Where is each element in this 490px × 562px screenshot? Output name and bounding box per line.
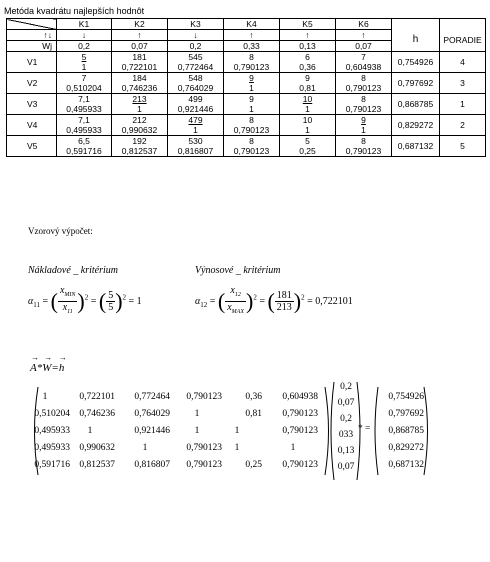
normalized-value: 1: [168, 125, 224, 136]
h-value: 0,797692: [392, 73, 440, 94]
raw-value: 7: [57, 73, 112, 84]
matrix-cell: 0,604938: [282, 392, 318, 402]
direction-arrow: ↓: [57, 30, 112, 41]
weight-value: 0,33: [224, 41, 280, 52]
rank-value: 5: [440, 136, 486, 157]
direction-arrow: ↑: [280, 30, 336, 41]
matrix-cell: 0,495933: [34, 443, 70, 453]
matrix-cell: 1: [142, 443, 148, 453]
result-vector-cell: 0,829272: [388, 443, 424, 453]
normalized-value: 1: [280, 104, 336, 115]
weight-vector-cell: 0,13: [337, 446, 355, 456]
criterion-header: K1: [57, 19, 112, 30]
rank-value: 1: [440, 94, 486, 115]
raw-value: 184: [112, 73, 168, 84]
normalized-value: 0,790123: [224, 146, 280, 157]
equals-sign: =: [365, 424, 371, 434]
raw-value: 7: [336, 52, 392, 63]
weight-vector-cell: 0,2: [340, 414, 352, 424]
normalized-value: 0,81: [280, 83, 336, 94]
normalized-value: 0,772464: [168, 62, 224, 73]
benefit-formula: $\alpha_{12}$ = ( $\frac{x_{12}}{x_{MAX}}$ )$^2$ = ( $\frac{181}{213}$ )$^2$ = 0,722101: [195, 285, 353, 315]
raw-value: 6,5: [57, 136, 112, 147]
raw-value: 8: [336, 73, 392, 84]
matrix-cell: 1: [234, 443, 240, 453]
matrix-cell: 0,764029: [134, 409, 170, 419]
matrix-cell: 0,921446: [134, 426, 170, 436]
matrix-cell: 1: [194, 426, 200, 436]
result-vector-cell: 0,868785: [388, 426, 424, 436]
matrix-cell: 0,746236: [79, 409, 115, 419]
result-vector-cell: 0,687132: [388, 460, 424, 470]
raw-value: 9: [336, 115, 392, 126]
page-title: Metóda kvadrátu najlepších hodnôt: [4, 6, 145, 16]
raw-value: 479: [168, 115, 224, 126]
variant-label: V5: [7, 136, 57, 157]
raw-value: 213: [112, 94, 168, 105]
normalized-value: 0,790123: [336, 83, 392, 94]
normalized-value: 0,604938: [336, 62, 392, 73]
raw-value: 8: [224, 52, 280, 63]
matrix-cell: 0,772464: [134, 392, 170, 402]
h-value: 0,687132: [392, 136, 440, 157]
direction-arrow: ↑: [224, 30, 280, 41]
raw-value: 545: [168, 52, 224, 63]
normalized-value: 0,36: [280, 62, 336, 73]
raw-value: 10: [280, 115, 336, 126]
matrix-cell: 0,36: [245, 392, 262, 402]
raw-value: 8: [336, 94, 392, 105]
result-vector-cell: 0,797692: [388, 409, 424, 419]
matrix-cell: 0,816807: [134, 460, 170, 470]
matrix-cell: 0,790123: [282, 409, 318, 419]
cost-alpha: α: [28, 295, 34, 307]
matrix-cell: 0,790123: [186, 460, 222, 470]
raw-value: 530: [168, 136, 224, 147]
matrix-cell: 0,812537: [79, 460, 115, 470]
weight-value: 0,2: [168, 41, 224, 52]
normalized-value: 0,764029: [168, 83, 224, 94]
h-header: h: [392, 30, 440, 52]
criterion-header: K6: [336, 19, 392, 30]
weight-value: 0,07: [112, 41, 168, 52]
criterion-header: K4: [224, 19, 280, 30]
raw-value: 6: [280, 52, 336, 63]
raw-value: 499: [168, 94, 224, 105]
weight-value: 0,13: [280, 41, 336, 52]
raw-value: 5: [280, 136, 336, 147]
weight-vector-cell: 0,07: [337, 398, 355, 408]
weight-value: 0,07: [336, 41, 392, 52]
result-vector-cell: 0,754926: [388, 392, 424, 402]
matrix-cell: 1: [194, 409, 200, 419]
matrix-cell: 0,990632: [79, 443, 115, 453]
normalized-value: 0,591716: [57, 146, 112, 157]
raw-value: 5: [57, 52, 112, 63]
matrix-cell: 0,790123: [282, 426, 318, 436]
normalized-value: 0,790123: [224, 125, 280, 136]
weight-label: Wj: [7, 41, 57, 52]
direction-arrow: ↑: [112, 30, 168, 41]
raw-value: 8: [224, 115, 280, 126]
normalized-value: 1: [336, 125, 392, 136]
matrix-equation: → A* → W= → h: [30, 353, 67, 374]
normalized-value: 0,510204: [57, 83, 112, 94]
raw-value: 8: [336, 136, 392, 147]
normalized-value: 1: [57, 62, 112, 73]
normalized-value: 0,722101: [112, 62, 168, 73]
raw-value: 10: [280, 94, 336, 105]
rank-header: PORADIE: [440, 30, 486, 52]
criterion-header: K5: [280, 19, 336, 30]
raw-value: 7,1: [57, 115, 112, 126]
matrix-cell: 0,495933: [34, 426, 70, 436]
raw-value: 7,1: [57, 94, 112, 105]
weight-vector-cell: 0,2: [340, 382, 352, 392]
matrix-cell: 1: [290, 443, 296, 453]
criterion-header: K3: [168, 19, 224, 30]
variant-label: V3: [7, 94, 57, 115]
direction-arrow: ↓: [168, 30, 224, 41]
multiply-sign: *: [358, 424, 363, 434]
matrix-cell: 0,790123: [186, 443, 222, 453]
rank-value: 4: [440, 52, 486, 73]
raw-value: 212: [112, 115, 168, 126]
variant-label: V2: [7, 73, 57, 94]
normalized-value: 0,25: [280, 146, 336, 157]
criterion-header: K2: [112, 19, 168, 30]
normalized-value: 0,495933: [57, 125, 112, 136]
matrix-cell: 0,790123: [186, 392, 222, 402]
normalized-value: 0,812537: [112, 146, 168, 157]
normalized-value: 0,746236: [112, 83, 168, 94]
weight-vector-cell: 0,07: [337, 462, 355, 472]
matrix-cell: 0,81: [245, 409, 262, 419]
cost-criterion-heading: Nákladové _ kritérium: [28, 265, 118, 276]
normalized-value: 0,790123: [336, 146, 392, 157]
rank-value: 3: [440, 73, 486, 94]
h-value: 0,754926: [392, 52, 440, 73]
normalized-value: 1: [224, 83, 280, 94]
matrix-cell: 1: [87, 426, 93, 436]
raw-value: 548: [168, 73, 224, 84]
normalized-value: 0,921446: [168, 104, 224, 115]
raw-value: 9: [224, 94, 280, 105]
matrix-cell: 0,722101: [79, 392, 115, 402]
raw-value: 9: [280, 73, 336, 84]
rank-value: 2: [440, 115, 486, 136]
cost-formula: $\alpha_{11}$ = ( $\frac{x_{MIN}}{x_{11}}$ )$^2$ = ( $\frac{5}{5}$ )$^2$ = 1: [28, 285, 142, 315]
normalized-value: 0,790123: [224, 62, 280, 73]
normalized-value: 1: [112, 104, 168, 115]
normalized-value: 0,790123: [336, 104, 392, 115]
raw-value: 181: [112, 52, 168, 63]
raw-value: 8: [224, 136, 280, 147]
weight-value: 0,2: [57, 41, 112, 52]
h-value: 0,868785: [392, 94, 440, 115]
matrix-cell: 1: [42, 392, 48, 402]
direction-label: ↑↓: [7, 30, 57, 41]
raw-value: 192: [112, 136, 168, 147]
matrix-cell: 0,591716: [34, 460, 70, 470]
direction-arrow: ↑: [336, 30, 392, 41]
h-value: 0,829272: [392, 115, 440, 136]
cost-alpha-sub: 11: [33, 300, 40, 309]
benefit-criterion-heading: Výnosové _ kritérium: [195, 265, 281, 276]
matrix-cell: 0,790123: [282, 460, 318, 470]
normalized-value: 0,990632: [112, 125, 168, 136]
example-label: Vzorový výpočet:: [28, 226, 93, 236]
matrix-cell: 1: [234, 426, 240, 436]
normalized-value: 1: [280, 125, 336, 136]
matrix-cell: 0,510204: [34, 409, 70, 419]
weight-vector-cell: 033: [338, 430, 354, 440]
matrix-cell: 0,25: [245, 460, 262, 470]
variant-label: V4: [7, 115, 57, 136]
raw-value: 9: [224, 73, 280, 84]
normalized-value: 0,495933: [57, 104, 112, 115]
normalized-value: 1: [224, 104, 280, 115]
variant-label: V1: [7, 52, 57, 73]
normalized-value: 0,816807: [168, 146, 224, 157]
